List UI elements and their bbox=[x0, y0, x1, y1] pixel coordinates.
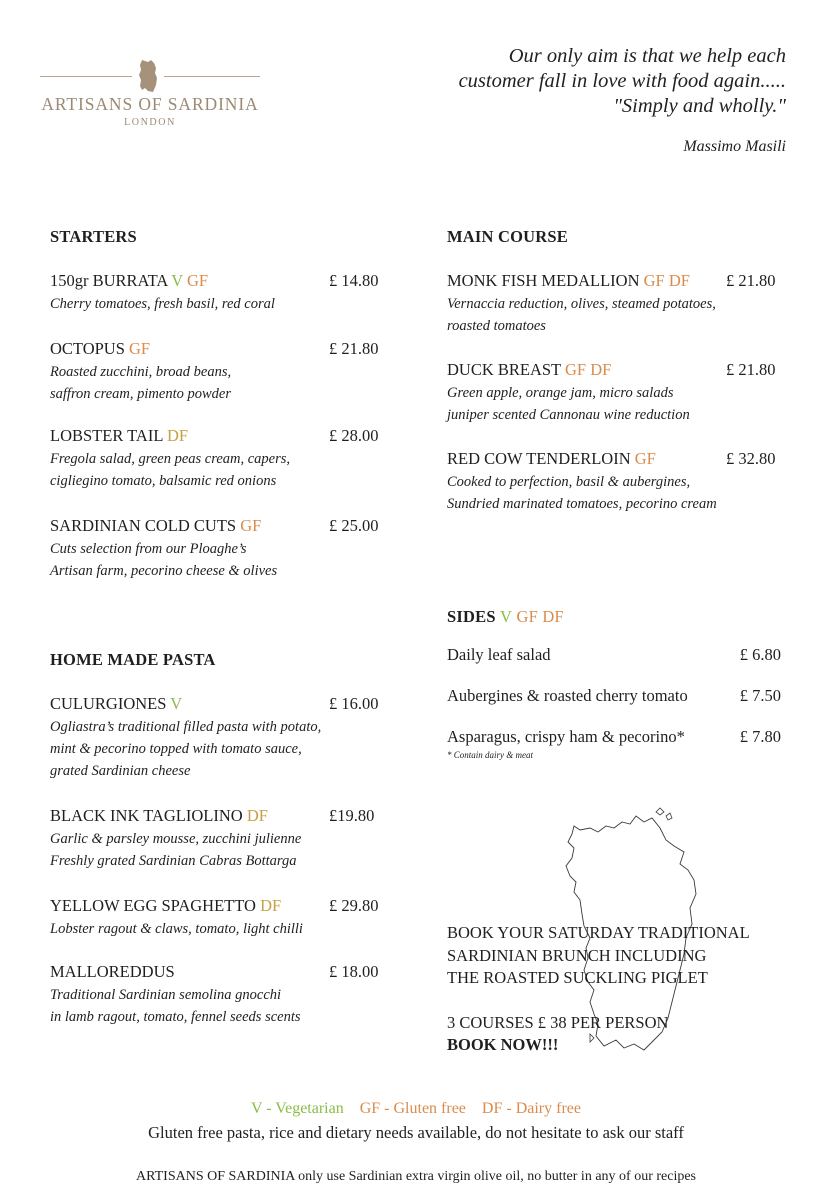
item-name: CULURGIONES V bbox=[50, 694, 183, 713]
item-description: Vernaccia reduction, olives, steamed potatoes, roasted tomatoes bbox=[447, 296, 716, 334]
menu-item bbox=[447, 360, 776, 426]
item-name: OCTOPUS GF bbox=[50, 339, 151, 358]
side-item bbox=[447, 645, 781, 665]
legend-vegetarian: V - Vegetarian bbox=[251, 1100, 344, 1117]
menu-item bbox=[50, 896, 379, 940]
tag-v: V bbox=[170, 694, 183, 713]
brunch-line: SARDINIAN BRUNCH INCLUDING bbox=[447, 945, 707, 965]
tag-gf: GF bbox=[634, 449, 656, 468]
tag-df: DF bbox=[246, 806, 268, 825]
logo-divider-left bbox=[40, 76, 132, 77]
quote-line: customer fall in love with food again..... bbox=[458, 70, 786, 92]
item-name: LOBSTER TAIL DF bbox=[50, 426, 189, 445]
sardinia-logo-icon bbox=[136, 59, 160, 93]
olive-oil-note: ARTISANS OF SARDINIA only use Sardinian extra virgin olive oil, no butter in any of our recipes bbox=[136, 1169, 696, 1184]
side-price: £ 7.50 bbox=[739, 686, 781, 705]
menu-item bbox=[447, 271, 776, 337]
tag-df: DF bbox=[166, 426, 189, 445]
item-description: Traditional Sardinian semolina gnocchi in lamb ragout, tomato, fennel seeds scents bbox=[50, 987, 301, 1025]
side-item bbox=[447, 727, 781, 747]
item-price: £ 32.80 bbox=[726, 449, 776, 468]
menu-item bbox=[447, 449, 776, 515]
item-description: Garlic & parsley mousse, zucchini julienne Freshly grated Sardinian Cabras Bottarga bbox=[50, 831, 302, 869]
item-description: Cuts selection from our Ploaghe’s Artisan farm, pecorino cheese & olives bbox=[50, 541, 278, 579]
item-price: £19.80 bbox=[329, 806, 375, 825]
tag-df: DF bbox=[542, 607, 564, 626]
menu-item bbox=[50, 271, 379, 315]
item-price: £ 25.00 bbox=[329, 516, 379, 535]
item-description: Lobster ragout & claws, tomato, light chilli bbox=[50, 921, 303, 937]
menu-item bbox=[50, 339, 379, 405]
legend-dairy-free: DF - Dairy free bbox=[481, 1100, 581, 1117]
section-title-main-course: MAIN COURSE bbox=[447, 227, 568, 246]
tag-df: DF bbox=[590, 360, 612, 379]
item-price: £ 14.80 bbox=[329, 271, 379, 290]
tag-gf: GF bbox=[564, 360, 587, 379]
item-name: DUCK BREAST GF DF bbox=[447, 360, 612, 379]
item-description: Cherry tomatoes, fresh basil, red coral bbox=[50, 296, 275, 312]
side-item bbox=[447, 686, 781, 706]
quote-line: Our only aim is that we help each bbox=[508, 45, 786, 67]
brand-name: ARTISANS OF SARDINIA bbox=[41, 94, 259, 114]
side-name: Daily leaf salad bbox=[447, 645, 551, 664]
item-name: MONK FISH MEDALLION GF DF bbox=[447, 271, 690, 290]
item-price: £ 29.80 bbox=[329, 896, 379, 915]
brand-city: LONDON bbox=[124, 117, 176, 128]
tag-gf: GF bbox=[186, 271, 209, 290]
item-description: Cooked to perfection, basil & aubergines, Sundried marinated tomatoes, pecorino cream bbox=[447, 474, 717, 512]
item-price: £ 16.00 bbox=[329, 694, 379, 713]
tag-gf: GF bbox=[643, 271, 665, 290]
side-name: Aubergines & roasted cherry tomato bbox=[447, 686, 688, 705]
section-title-starters: STARTERS bbox=[50, 227, 137, 246]
item-name: RED COW TENDERLOIN GF bbox=[447, 449, 656, 468]
tag-v: V bbox=[500, 607, 513, 626]
quote-author: Massimo Masili bbox=[683, 138, 786, 155]
menu-item bbox=[50, 806, 375, 872]
logo-divider-right bbox=[164, 76, 260, 77]
item-price: £ 21.80 bbox=[726, 360, 776, 379]
side-price: £ 7.80 bbox=[739, 727, 781, 746]
side-price: £ 6.80 bbox=[739, 645, 781, 664]
book-now-link[interactable]: BOOK NOW!!! bbox=[447, 1035, 559, 1054]
item-price: £ 28.00 bbox=[329, 426, 379, 445]
legend-gluten-free: GF - Gluten free bbox=[359, 1100, 466, 1117]
item-name: 150gr BURRATA V GF bbox=[50, 271, 209, 290]
brand-logo bbox=[40, 56, 260, 136]
item-description: Roasted zucchini, broad beans, saffron cream, pimento powder bbox=[50, 364, 232, 402]
side-name: Asparagus, crispy ham & pecorino* bbox=[447, 727, 685, 746]
brunch-line: THE ROASTED SUCKLING PIGLET bbox=[447, 968, 708, 987]
brunch-price: 3 COURSES £ 38 PER PERSON bbox=[447, 1012, 669, 1032]
tag-gf: GF bbox=[129, 339, 151, 358]
tag-gf: GF bbox=[240, 516, 262, 535]
brunch-promo bbox=[447, 922, 750, 1057]
tag-v: V bbox=[171, 271, 183, 290]
brunch-line: BOOK YOUR SATURDAY TRADITIONAL bbox=[447, 923, 750, 942]
section-title-pasta: HOME MADE PASTA bbox=[50, 650, 216, 669]
item-price: £ 21.80 bbox=[726, 271, 776, 290]
menu-item bbox=[50, 516, 379, 582]
item-description: Green apple, orange jam, micro salads juniper scented Cannonau wine reduction bbox=[447, 385, 690, 423]
tag-df: DF bbox=[668, 271, 690, 290]
menu-item bbox=[50, 426, 379, 492]
dietary-note: Gluten free pasta, rice and dietary needs available, do not hesitate to ask our staff bbox=[148, 1123, 684, 1142]
item-price: £ 21.80 bbox=[329, 339, 379, 358]
section-title-sides: SIDES V GF DF bbox=[447, 607, 564, 626]
tag-df: DF bbox=[260, 896, 282, 915]
item-description: Fregola salad, green peas cream, capers, cigliegino tomato, balsamic red onions bbox=[50, 451, 291, 489]
item-name: MALLOREDDUS bbox=[50, 962, 175, 981]
item-name: BLACK INK TAGLIOLINO DF bbox=[50, 806, 268, 825]
quote-line: "Simply and wholly." bbox=[613, 95, 786, 117]
item-name: SARDINIAN COLD CUTS GF bbox=[50, 516, 262, 535]
menu-item bbox=[50, 962, 379, 1028]
tag-gf: GF bbox=[516, 607, 538, 626]
menu-item bbox=[50, 694, 379, 782]
dietary-legend bbox=[0, 1100, 832, 1118]
item-description: Ogliastra’s traditional filled pasta with potato, mint & pecorino topped with tomato sauce, grated Sardinian cheese bbox=[50, 719, 322, 779]
sides-note: * Contain dairy & meat bbox=[447, 750, 533, 760]
item-name: YELLOW EGG SPAGHETTO DF bbox=[50, 896, 282, 915]
item-price: £ 18.00 bbox=[329, 962, 379, 981]
quote bbox=[406, 44, 786, 119]
